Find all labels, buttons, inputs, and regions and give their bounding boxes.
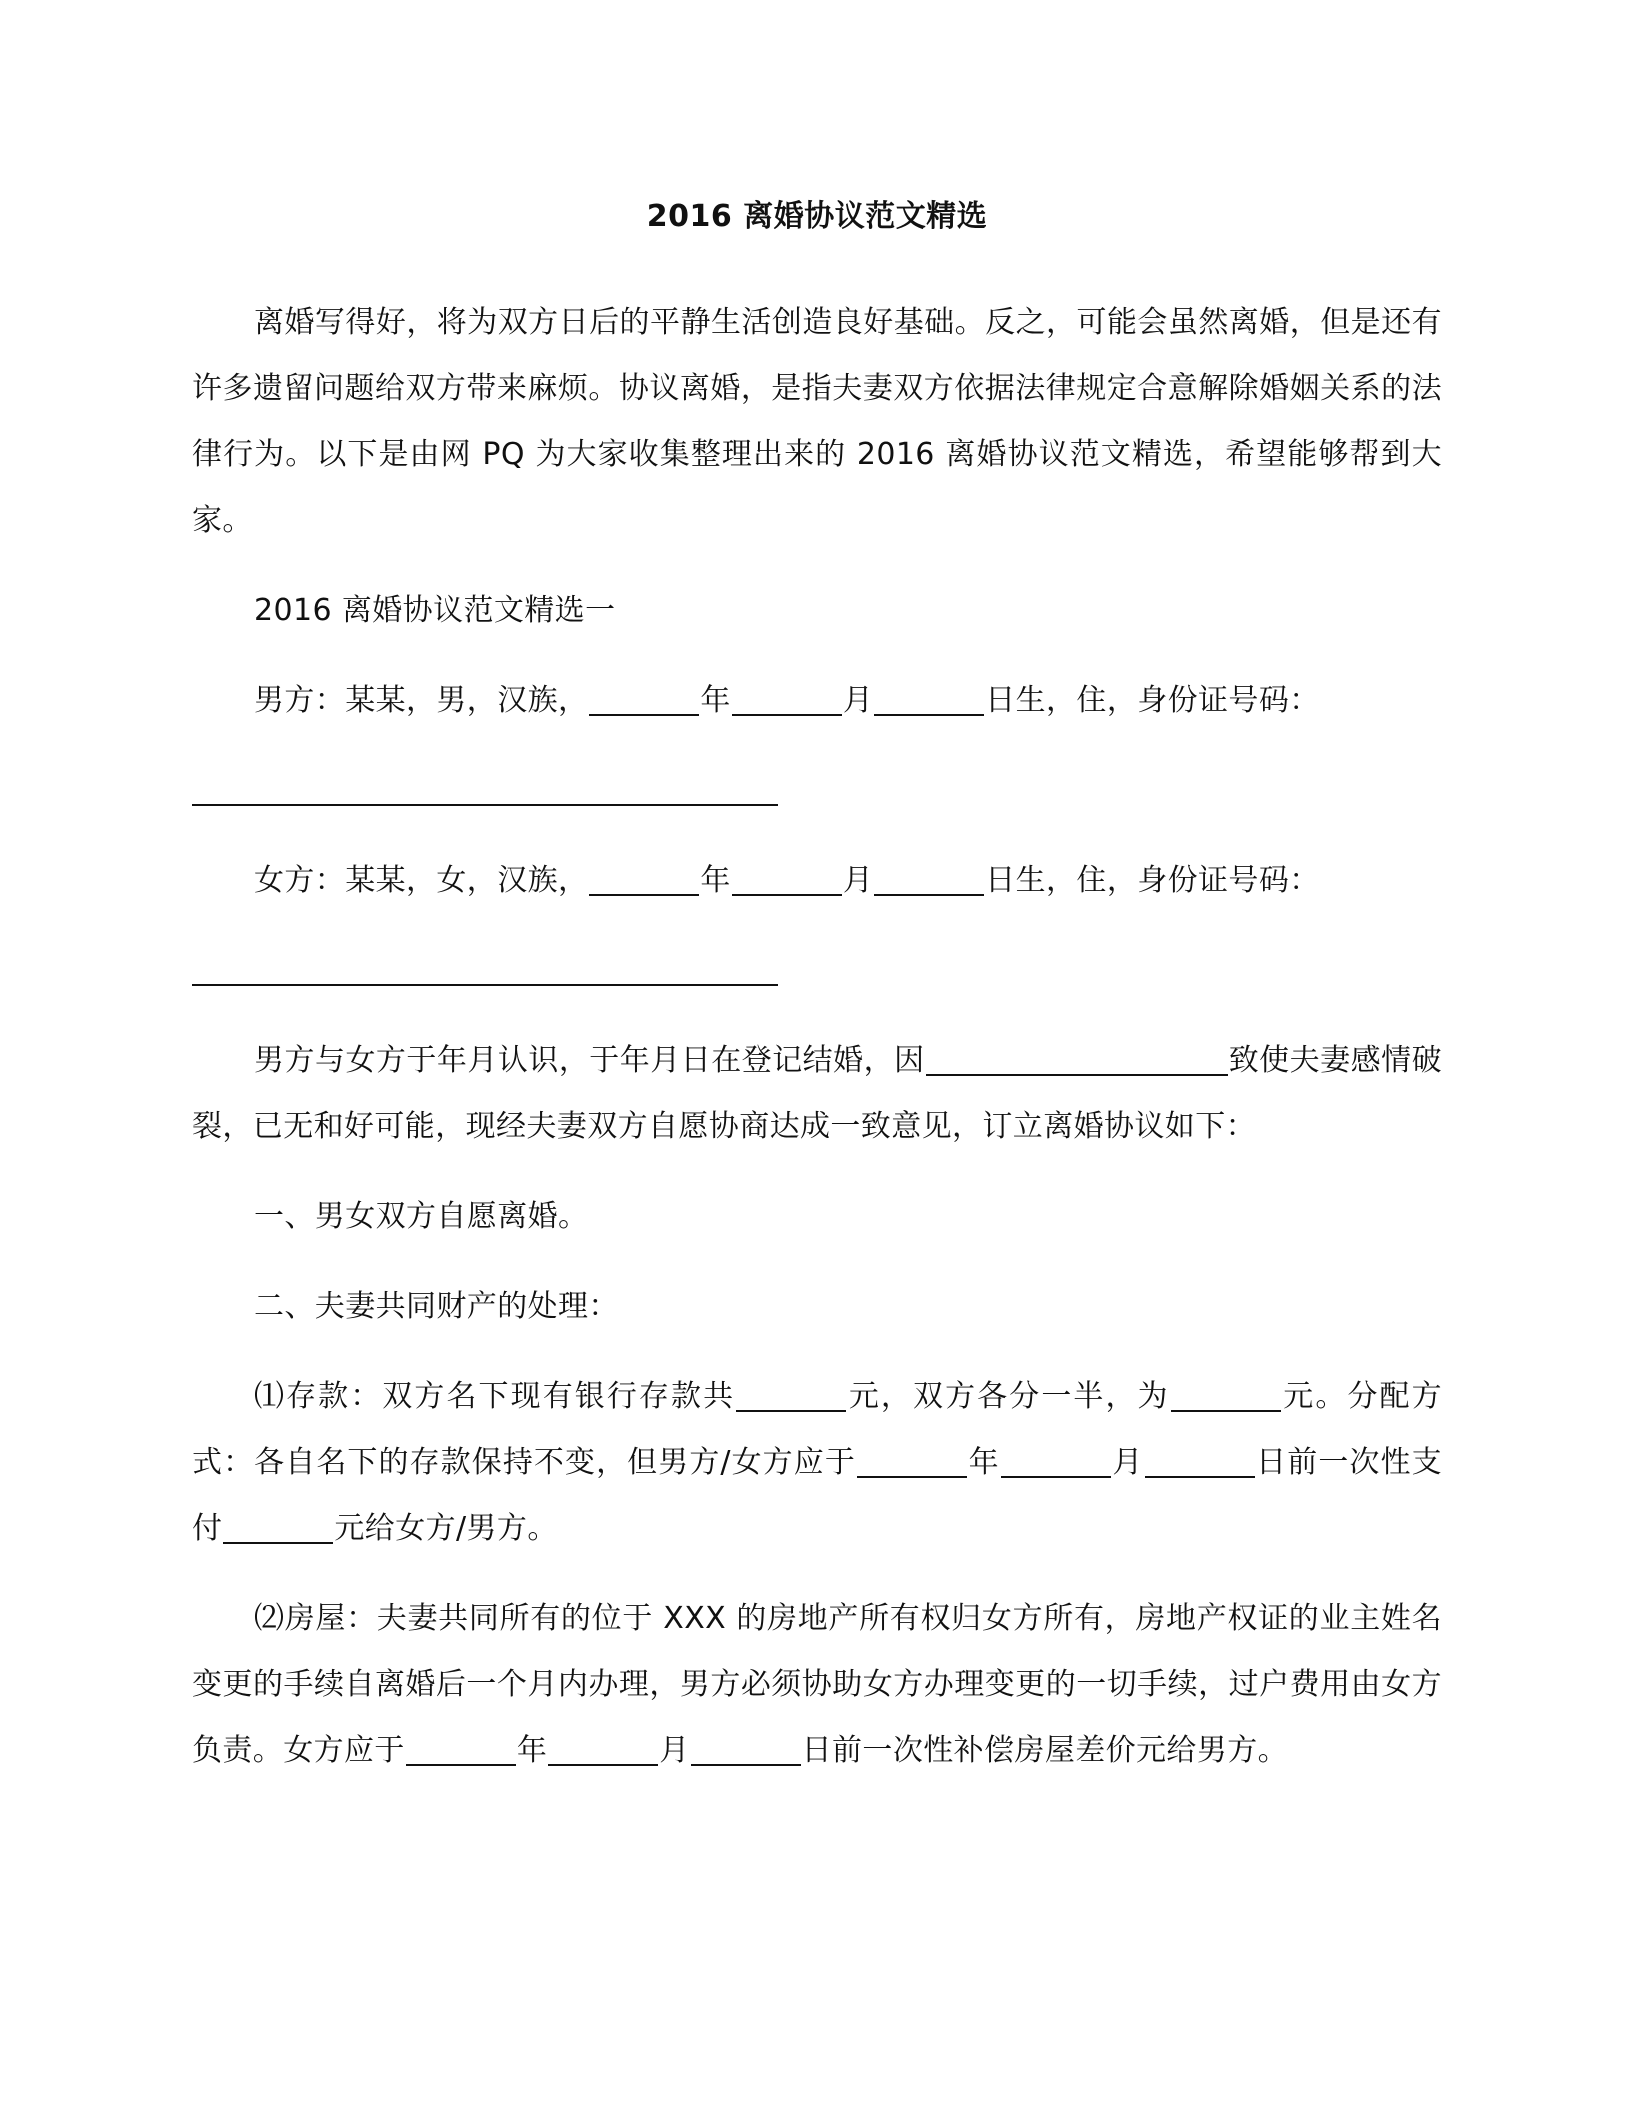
man-month-label: 月 xyxy=(842,683,874,718)
man-birth-day-blank xyxy=(874,684,984,716)
woman-month-label: 月 xyxy=(842,863,874,898)
house-year-blank xyxy=(406,1734,516,1766)
house-day-blank xyxy=(691,1734,801,1766)
man-id-number-blank xyxy=(192,774,778,806)
man-year-label: 年 xyxy=(700,683,731,718)
woman-id-number-blank xyxy=(192,954,778,986)
man-info-suffix: 日生，住，身份证号码： xyxy=(985,683,1320,718)
marriage-paragraph xyxy=(192,1028,1442,1160)
deposit-payment-blank xyxy=(223,1512,333,1544)
section-heading: 2016 离婚协议范文精选一 xyxy=(254,593,616,628)
deposit-text-3: 元。分配方式：各自名下的存款保持不变，但男方/女方应于 xyxy=(192,1379,1443,1480)
house-year-label: 年 xyxy=(516,1733,548,1768)
woman-info-suffix: 日生，住，身份证号码： xyxy=(985,863,1320,898)
document-body xyxy=(192,188,1442,1808)
man-birth-year-blank xyxy=(589,684,699,716)
marriage-text-before: 男方与女方于年月认识，于年月日在登记结婚，因 xyxy=(254,1043,925,1078)
intro-paragraph: 离婚写得好，将为双方日后的平静生活创造良好基础。反之，可能会虽然离婚，但是还有许多遗留问题给双方带来麻烦。协议离婚，是指夫妻双方依据法律规定合意解除婚姻关系的法律行为。以下是由网 PQ 为大家收集整理出来的 2016 离婚协议范文精选，希望能够帮到大家。 xyxy=(192,305,1442,538)
house-month-label: 月 xyxy=(659,1733,690,1768)
deposit-paragraph xyxy=(192,1364,1442,1562)
marriage-text-after: 致使夫妻感情破裂，已无和好可能，现经夫妻双方自愿协商达成一致意见，订立离婚协议如下： xyxy=(192,1043,1442,1144)
deposit-year-blank xyxy=(857,1446,967,1478)
man-info-prefix: 男方：某某，男，汉族， xyxy=(254,683,589,718)
document-title: 2016 离婚协议范文精选 xyxy=(646,199,988,234)
divorce-reason-blank xyxy=(926,1044,1228,1076)
house-month-blank xyxy=(548,1734,658,1766)
woman-year-label: 年 xyxy=(700,863,731,898)
clause-one: 一、男女双方自愿离婚。 xyxy=(254,1199,589,1234)
man-info-paragraph xyxy=(192,668,1442,734)
deposit-half-blank xyxy=(1171,1380,1281,1412)
deposit-text-2: 元，双方各分一半，为 xyxy=(847,1379,1170,1414)
house-text-2: 日前一次性补偿房屋差价元给男方。 xyxy=(801,1733,1289,1768)
man-birth-month-blank xyxy=(732,684,842,716)
deposit-year-label: 年 xyxy=(967,1445,1000,1480)
woman-info-prefix: 女方：某某，女，汉族， xyxy=(254,863,589,898)
deposit-text-1: ⑴存款：双方名下现有银行存款共 xyxy=(254,1379,736,1414)
deposit-month-blank xyxy=(1001,1446,1111,1478)
woman-birth-year-blank xyxy=(589,864,699,896)
deposit-text-4: 日前一次性支付 xyxy=(192,1445,1442,1546)
deposit-text-5: 元给女方/男方。 xyxy=(334,1511,558,1546)
clause-two: 二、夫妻共同财产的处理： xyxy=(254,1289,619,1324)
house-text-1: ⑵房屋：夫妻共同所有的位于 XXX 的房地产所有权归女方所有，房地产权证的业主姓名变更的手续自离婚后一个月内办理，男方必须协助女方办理变更的一切手续，过户费用由女方负责。女方应于 xyxy=(192,1601,1442,1768)
woman-birth-month-blank xyxy=(732,864,842,896)
woman-birth-day-blank xyxy=(874,864,984,896)
deposit-total-blank xyxy=(736,1380,846,1412)
deposit-day-blank xyxy=(1145,1446,1255,1478)
man-id-number-line xyxy=(192,758,1442,824)
house-paragraph xyxy=(192,1586,1442,1784)
deposit-month-label: 月 xyxy=(1111,1445,1144,1480)
woman-info-paragraph xyxy=(192,848,1442,914)
woman-id-number-line xyxy=(192,938,1442,1004)
